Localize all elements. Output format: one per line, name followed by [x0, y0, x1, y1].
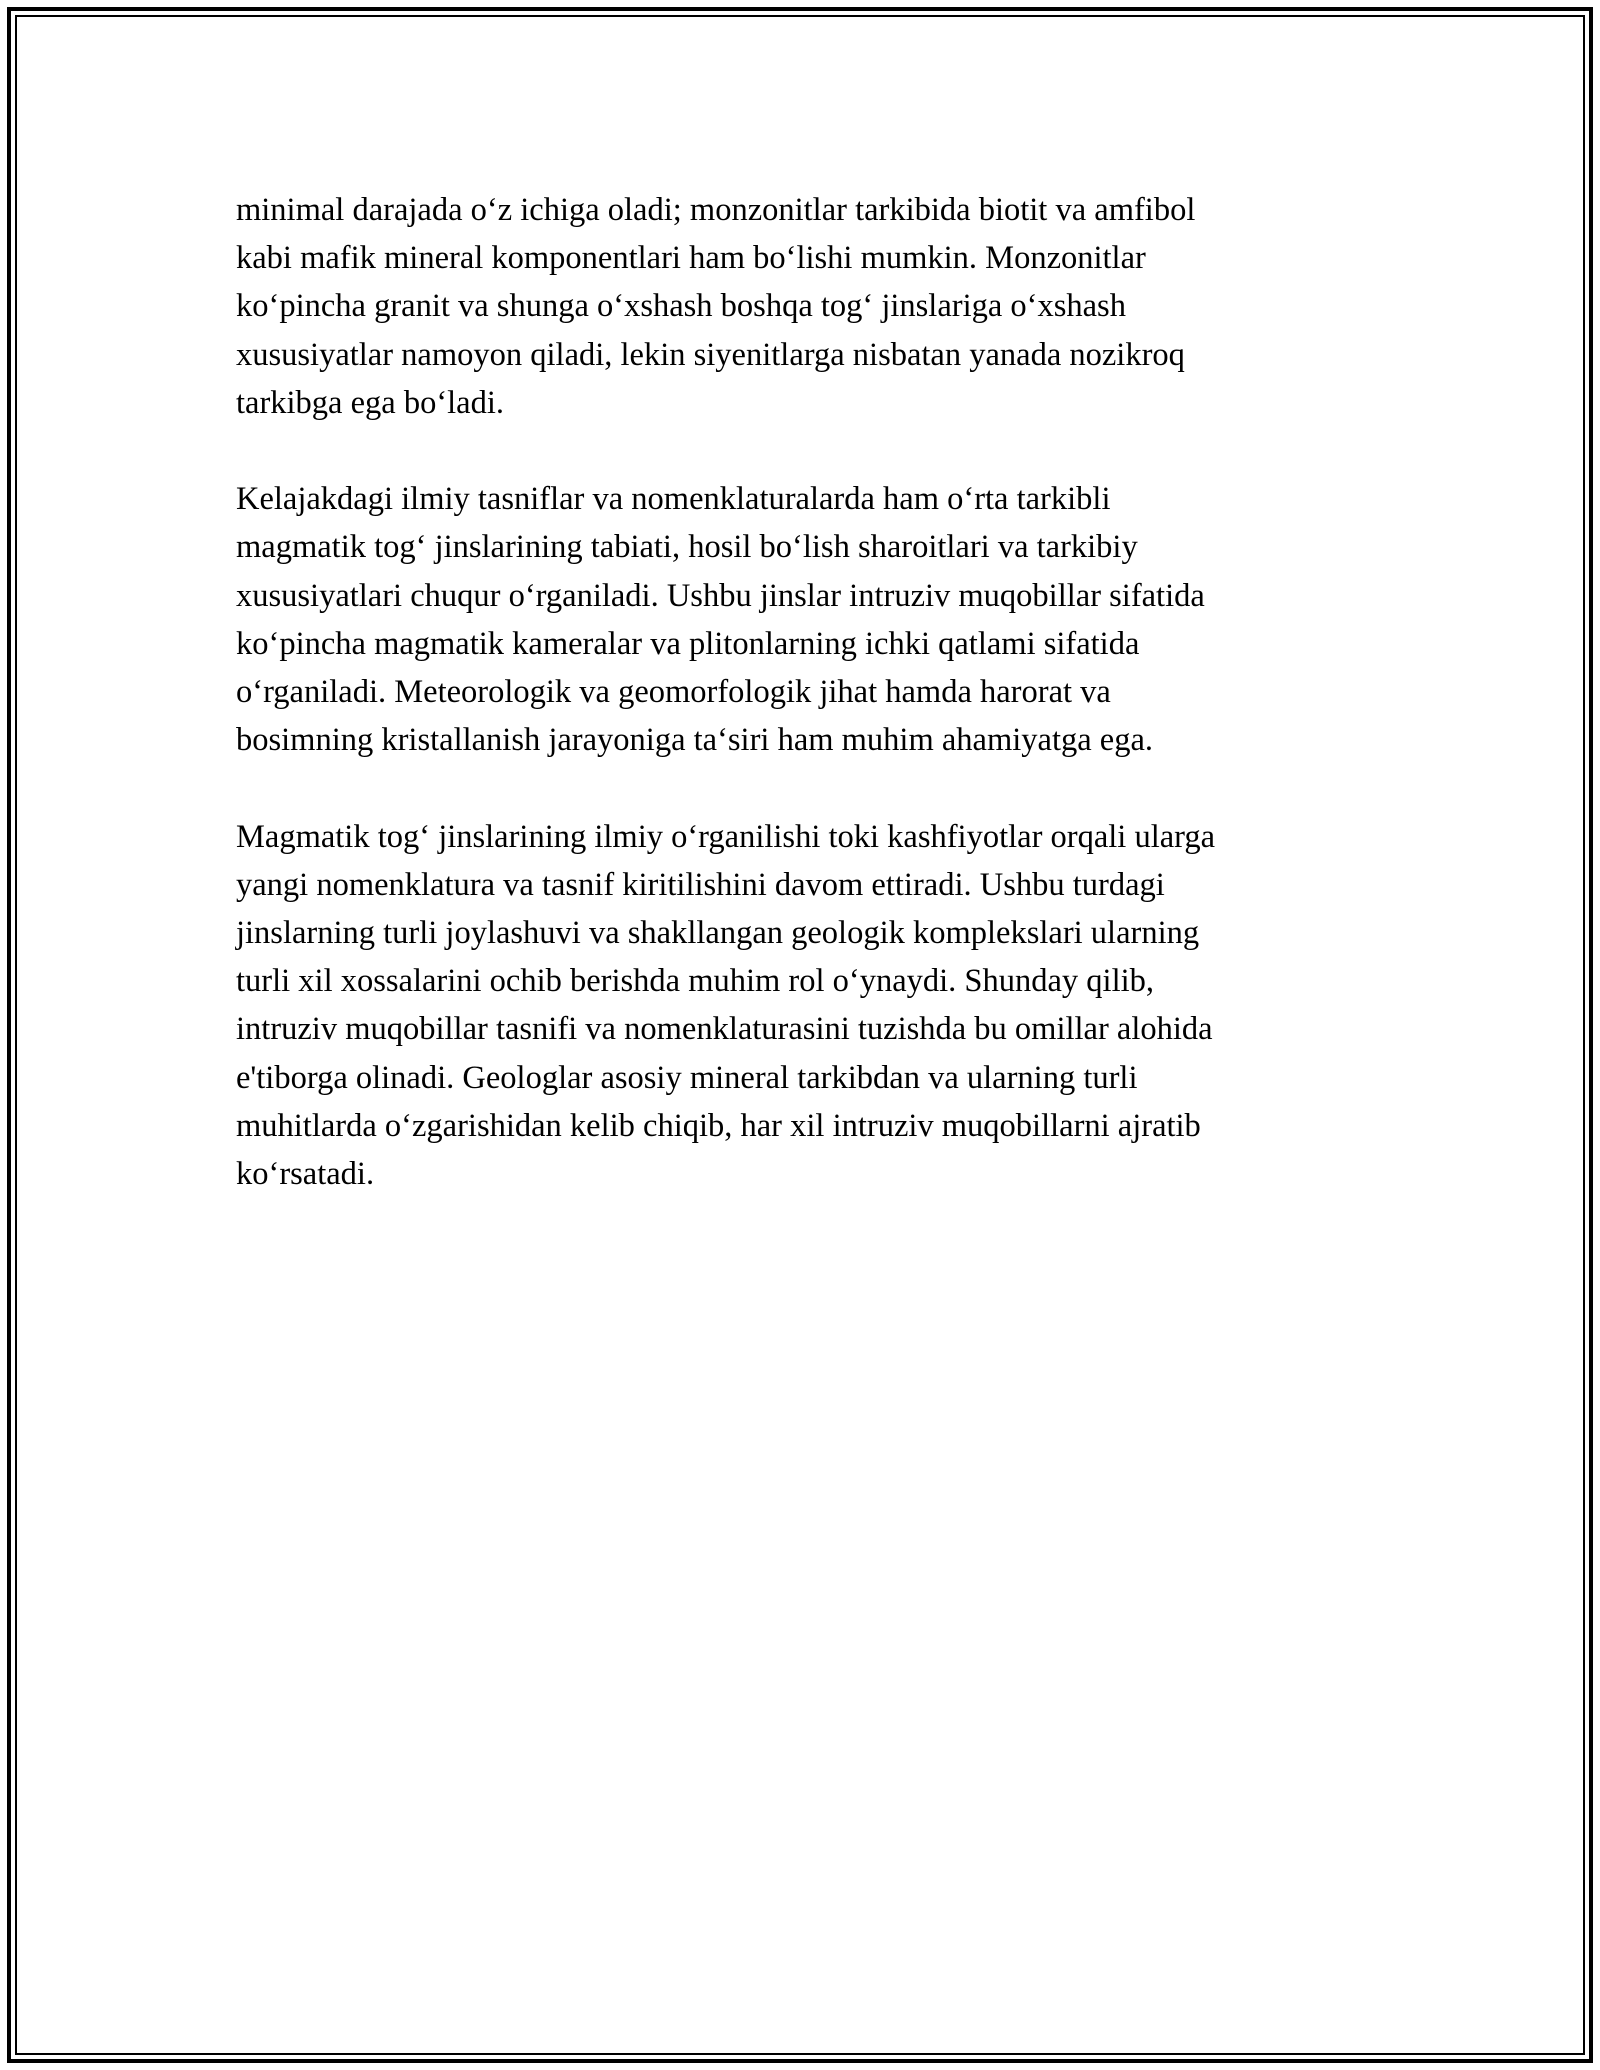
- paragraph-3: Magmatik tog‘ jinslarining ilmiy o‘rganilishi toki kashfiyotlar orqali ularga yangi nomenklatura va tasnif kiritilishini davom ettiradi. Ushbu turdagi jinslarning turli joylashuvi va shakllangan geologik komplekslari ularning turli xil xossalarini ochib berishda muhim rol o‘ynaydi. Shunday qilib, intruziv muqobillar tasnifi va nomenklaturasini tuzishda bu omillar alohida e'tiborga olinadi. Geologlar asosiy mineral tarkibdan va ularning turli muhitlarda o‘zgarishidan kelib chiqib, har xil intruziv muqobillarni ajratib ko‘rsatadi.: [236, 818, 1216, 1193]
- document-body: [236, 186, 1366, 1246]
- paragraph-2: Kelajakdagi ilmiy tasniflar va nomenklaturalarda ham o‘rta tarkibli magmatik tog‘ jinslarining tabiati, hosil bo‘lish sharoitlari va tarkibiy xususiyatlari chuqur o‘rganiladi. Ushbu jinslar intruziv muqobillar sifatida ko‘pincha magmatik kameralar va plitonlarning ichki qatlami sifatida o‘rganiladi. Meteorologik va geomorfologik jihat hamda harorat va bosimning kristallanish jarayoniga ta‘siri ham muhim ahamiyatga ega.: [236, 481, 1205, 759]
- paragraph-1: minimal darajada o‘z ichiga oladi; monzonitlar tarkibida biotit va amfibol kabi mafik mineral komponentlari ham bo‘lishi mumkin. Monzonitlar ko‘pincha granit va shunga o‘xshash boshqa tog‘ jinslariga o‘xshash xususiyatlar namoyon qiladi, lekin siyenitlarga nisbatan yanada nozikroq tarkibga ega bo‘ladi.: [236, 192, 1196, 421]
